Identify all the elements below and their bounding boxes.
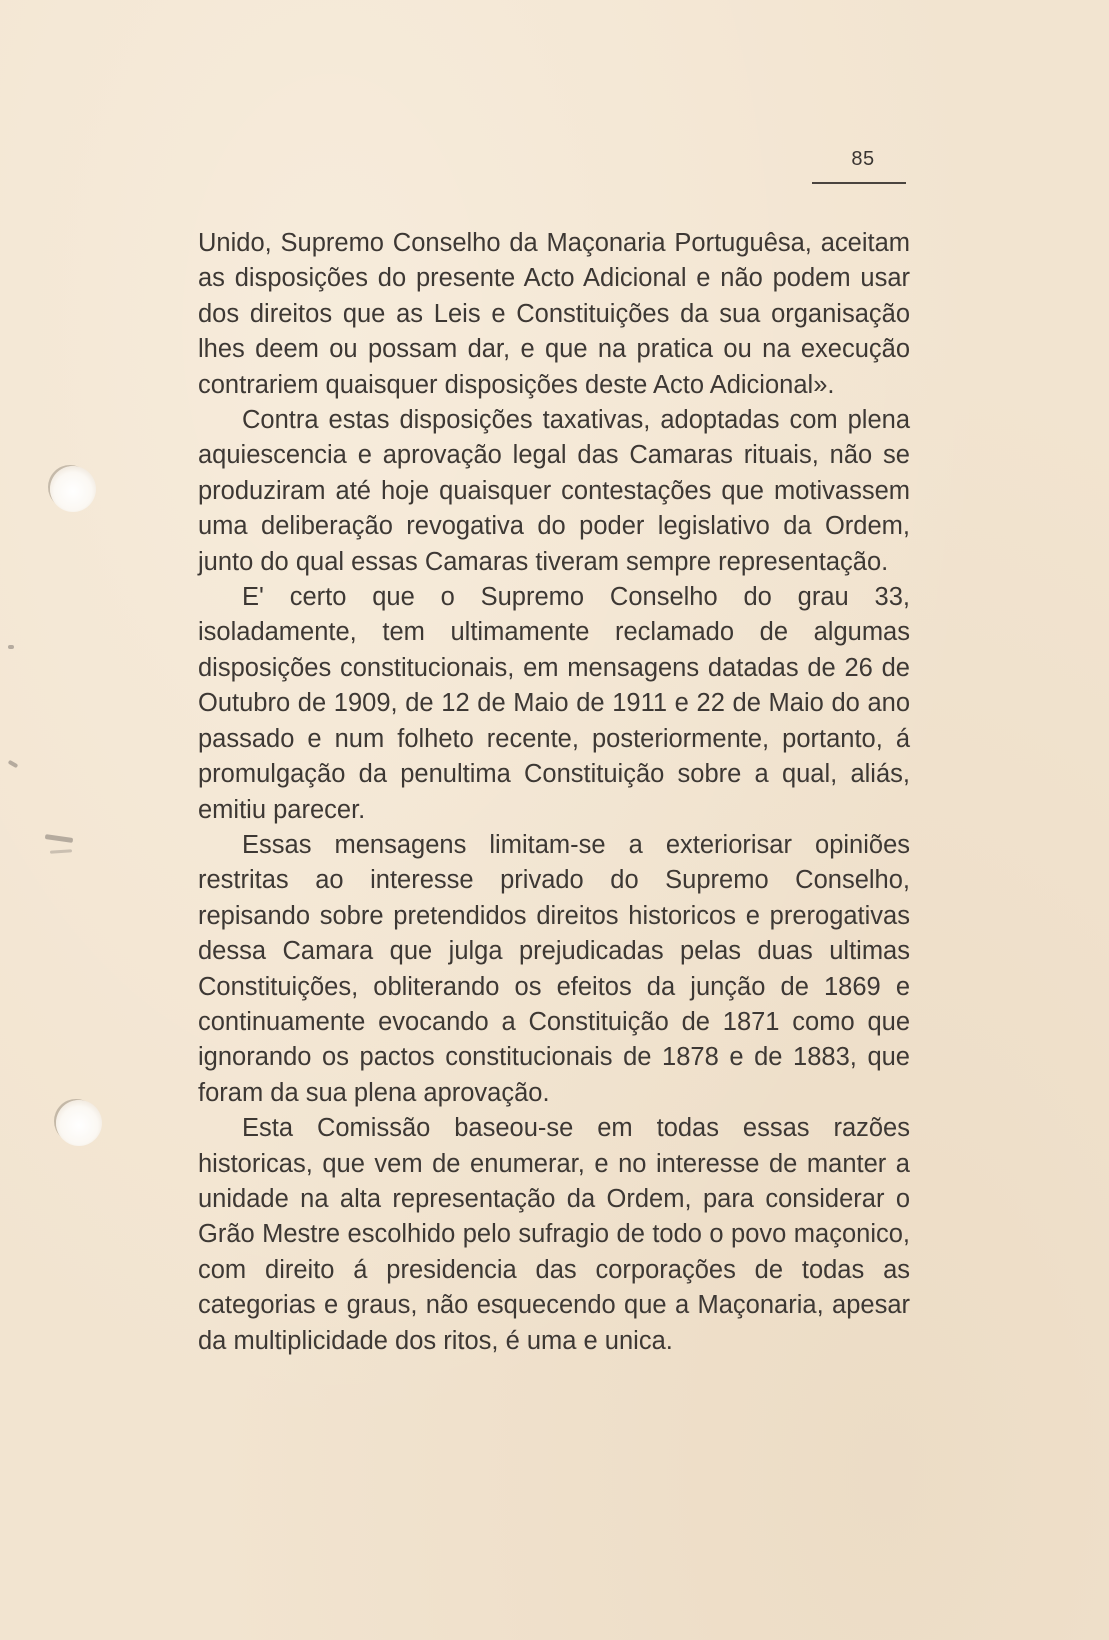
paragraph: Esta Comissão baseou-se em todas essas razões historicas, que vem de enumerar, e no interesse de manter a unidade na alta representação da Ordem, para considerar o Grão Mestre escolhido pelo sufragio de todo o povo maçonico, com direito á presidencia das corporações de todas as categorias e graus, não esquecendo que a Maçonaria, apesar da multiplicidade dos ritos, é uma e unica.: [198, 1114, 910, 1355]
paper-blemish: [8, 760, 19, 768]
paragraph: E' certo que o Supremo Conselho do grau 33, isoladamente, tem ultimamente reclamado de algumas disposições constitucionais, em mensagens datadas de 26 de Outubro de 1909, de 12 de Maio de 1911 e 22 de Maio do ano passado e num folheto recente, posteriormente, portanto, á promulgação da penultima Constituição sobre a qual, aliás, emitiu parecer.: [198, 583, 910, 824]
paper-blemish: [8, 645, 14, 649]
page-number: 85: [851, 148, 875, 170]
paragraph: Essas mensagens limitam-se a exteriorisar opiniões restritas ao interesse privado do Supremo Conselho, repisando sobre pretendidos direitos historicos e prerogativas dessa Camara que julga prejudicadas pelas duas ultimas Constituições, obliterando os efeitos da junção de 1869 e continuamente evocando a Constituição de 1871 como que ignorando os pactos constitucionais de 1878 e de 1883, que foram da sua plena aprovação.: [198, 830, 910, 1107]
paragraph: Contra estas disposições taxativas, adoptadas com plena aquiescencia e aprovação legal das Camaras rituais, não se produziram até hoje quaisquer contestações que motivassem uma deliberação revogativa do poder legislativo da Ordem, junto do qual essas Camaras tiveram sempre representação.: [198, 406, 910, 576]
page-number-rule: [812, 182, 906, 184]
binding-hole: [56, 1100, 102, 1146]
paragraph: Unido, Supremo Conselho da Maçonaria Portuguêsa, aceitam as disposições do presente Acto Adicional e não podem usar dos direitos que as Leis e Constituições da sua organisação lhes deem ou possam dar, e que na pratica ou na execução contrariem quaisquer disposições deste Acto Adicional».: [198, 229, 910, 399]
paper-blemish: [50, 849, 72, 854]
body-text: [198, 226, 910, 1359]
paper-blemish: [45, 834, 73, 843]
binding-hole: [50, 466, 96, 512]
